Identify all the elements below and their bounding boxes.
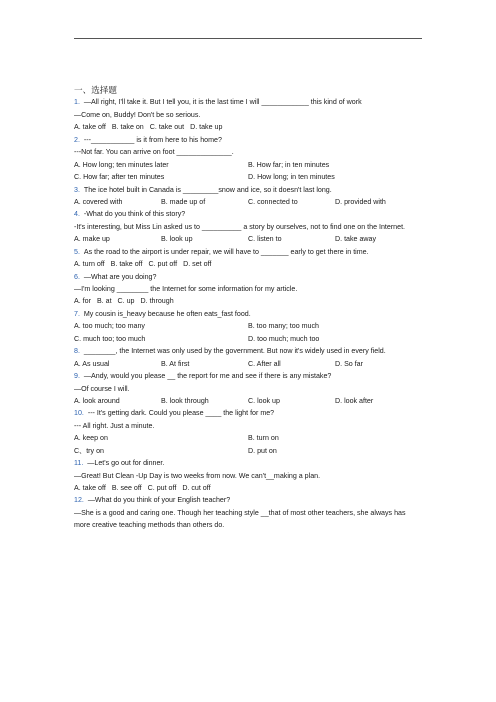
option-d[interactable]: D. through — [140, 297, 174, 306]
option-c[interactable]: C. take out — [149, 123, 185, 132]
option-a[interactable]: A. keep on — [74, 434, 108, 443]
question-text: —Andy, would you please __ the report for me and see if there is any mistake? — [83, 372, 332, 381]
question-number: 10. — [74, 409, 84, 418]
option-d[interactable]: D. look after — [335, 396, 374, 405]
option-b[interactable]: B. look through — [161, 396, 209, 405]
question-number: 9. — [74, 372, 80, 381]
option-a[interactable]: A. As usual — [74, 359, 110, 368]
question-2-stem — [74, 134, 422, 146]
question-4-options — [74, 233, 422, 245]
question-number: 12. — [74, 496, 84, 505]
question-3-stem — [74, 184, 422, 196]
option-b[interactable]: B. too many; too much — [248, 322, 319, 331]
option-c[interactable]: C. connected to — [248, 197, 298, 206]
question-6-stem — [74, 271, 422, 283]
question-8-options — [74, 358, 422, 370]
question-11-stem — [74, 457, 422, 469]
question-text: —Let's go out for dinner. — [87, 459, 165, 468]
option-c[interactable]: C. put off — [147, 484, 177, 493]
option-d[interactable]: D. How long; in ten minutes — [248, 173, 335, 182]
option-c[interactable]: C. look up — [248, 396, 280, 405]
option-a[interactable]: A. for — [74, 297, 91, 306]
question-11-options — [74, 482, 422, 494]
option-a[interactable]: A. too much; too many — [74, 322, 145, 331]
option-a[interactable]: A. make up — [74, 235, 110, 244]
option-b[interactable]: B. see off — [111, 484, 142, 493]
option-b[interactable]: B. At first — [161, 359, 190, 368]
question-5-options — [74, 258, 422, 270]
option-c[interactable]: C、try on — [74, 446, 104, 455]
question-6-reply: —I'm looking ________ the Internet for some information for my article. — [74, 285, 298, 294]
question-7-options-row2 — [74, 333, 422, 345]
question-text: My cousin is_heavy because he often eats_fast food. — [83, 309, 251, 318]
option-a[interactable]: A. covered with — [74, 197, 123, 206]
question-text: The ice hotel built in Canada is _________snow and ice, so it doesn't last long. — [83, 185, 332, 194]
question-6-options — [74, 295, 422, 307]
question-4-stem — [74, 208, 422, 220]
option-c[interactable]: C. listen to — [248, 235, 282, 244]
option-d[interactable]: D. So far — [335, 359, 363, 368]
option-a[interactable]: A. take off — [74, 123, 106, 132]
option-b[interactable]: B. How far; in ten minutes — [248, 160, 330, 169]
question-12-reply: —She is a good and caring one. Though her teaching style __that of most other teachers, she always has more creative teaching methods than others do. — [74, 508, 406, 530]
option-d[interactable]: D. provided with — [335, 197, 386, 206]
question-text: —All right, I'll take it. But I tell you, it is the last time I will ____________ this kind of work — [83, 98, 362, 107]
option-c[interactable]: C. up — [117, 297, 135, 306]
question-9-reply: —Of course I will. — [74, 384, 130, 393]
question-2-reply: ---Not far. You can arrive on foot ______________. — [74, 148, 234, 157]
question-8-stem — [74, 345, 422, 357]
question-number: 11. — [74, 459, 84, 468]
question-1-stem — [74, 96, 422, 108]
question-2-options-row1 — [74, 159, 422, 171]
question-text: —What are you doing? — [83, 272, 157, 281]
question-9-options — [74, 395, 422, 407]
question-text: As the road to the airport is under repair, we will have to _______ early to get there in time. — [83, 247, 369, 256]
question-number: 4. — [74, 210, 80, 219]
option-c[interactable]: C. put off — [148, 260, 178, 269]
option-b[interactable]: B. take on — [111, 123, 144, 132]
question-number: 5. — [74, 247, 80, 256]
option-b[interactable]: B. take off — [110, 260, 143, 269]
question-text: ________, the Internet was only used by the government. But now it's widely used in every field. — [83, 347, 386, 356]
question-1-reply: —Come on, Buddy! Don't be so serious. — [74, 110, 201, 119]
option-c[interactable]: C. How far; after ten minutes — [74, 173, 165, 182]
option-a[interactable]: A. take off — [74, 484, 106, 493]
question-number: 7. — [74, 309, 80, 318]
question-12-stem — [74, 494, 422, 506]
option-d[interactable]: D. take away — [335, 235, 377, 244]
question-4-reply: -It's interesting, but Miss Lin asked us to __________ a story by ourselves, not to find one on the Internet. — [74, 222, 406, 231]
question-11-reply: —Great! But Clean -Up Day is two weeks from now. We can't__making a plan. — [74, 471, 321, 480]
header-rule — [74, 38, 422, 39]
question-7-stem — [74, 308, 422, 320]
option-d[interactable]: D. put on — [248, 446, 277, 455]
question-number: 6. — [74, 272, 80, 281]
question-number: 2. — [74, 135, 80, 144]
option-d[interactable]: D. cut off — [182, 484, 211, 493]
question-7-options-row1 — [74, 320, 422, 332]
option-b[interactable]: B. look up — [161, 235, 193, 244]
option-d[interactable]: D. set off — [183, 260, 212, 269]
option-d[interactable]: D. take up — [190, 123, 223, 132]
question-1-options — [74, 121, 422, 133]
question-number: 3. — [74, 185, 80, 194]
question-text: --- It's getting dark. Could you please ____ the light for me? — [87, 409, 275, 418]
question-10-options-row1 — [74, 432, 422, 444]
option-a[interactable]: A. How long; ten minutes later — [74, 160, 169, 169]
option-d[interactable]: D. too much; much too — [248, 334, 320, 343]
question-5-stem — [74, 246, 422, 258]
option-b[interactable]: B. at — [96, 297, 112, 306]
question-10-stem — [74, 407, 422, 419]
option-a[interactable]: A. look around — [74, 396, 120, 405]
option-b[interactable]: B. turn on — [248, 434, 279, 443]
option-c[interactable]: C. much too; too much — [74, 334, 146, 343]
question-3-options — [74, 196, 422, 208]
question-text: —What do you think of your English teacher? — [87, 496, 231, 505]
question-2-options-row2 — [74, 171, 422, 183]
question-10-options-row2 — [74, 445, 422, 457]
question-10-reply: --- All right. Just a minute. — [74, 421, 155, 430]
question-list — [74, 84, 422, 532]
option-b[interactable]: B. made up of — [161, 197, 206, 206]
question-text: ---___________ is it from here to his home? — [83, 135, 222, 144]
question-number: 8. — [74, 347, 80, 356]
section-title: 一、选择题 — [74, 85, 117, 95]
question-number: 1. — [74, 98, 80, 107]
question-text: -What do you think of this story? — [83, 210, 186, 219]
question-9-stem — [74, 370, 422, 382]
option-a[interactable]: A. turn off — [74, 260, 105, 269]
option-c[interactable]: C. After all — [248, 359, 281, 368]
